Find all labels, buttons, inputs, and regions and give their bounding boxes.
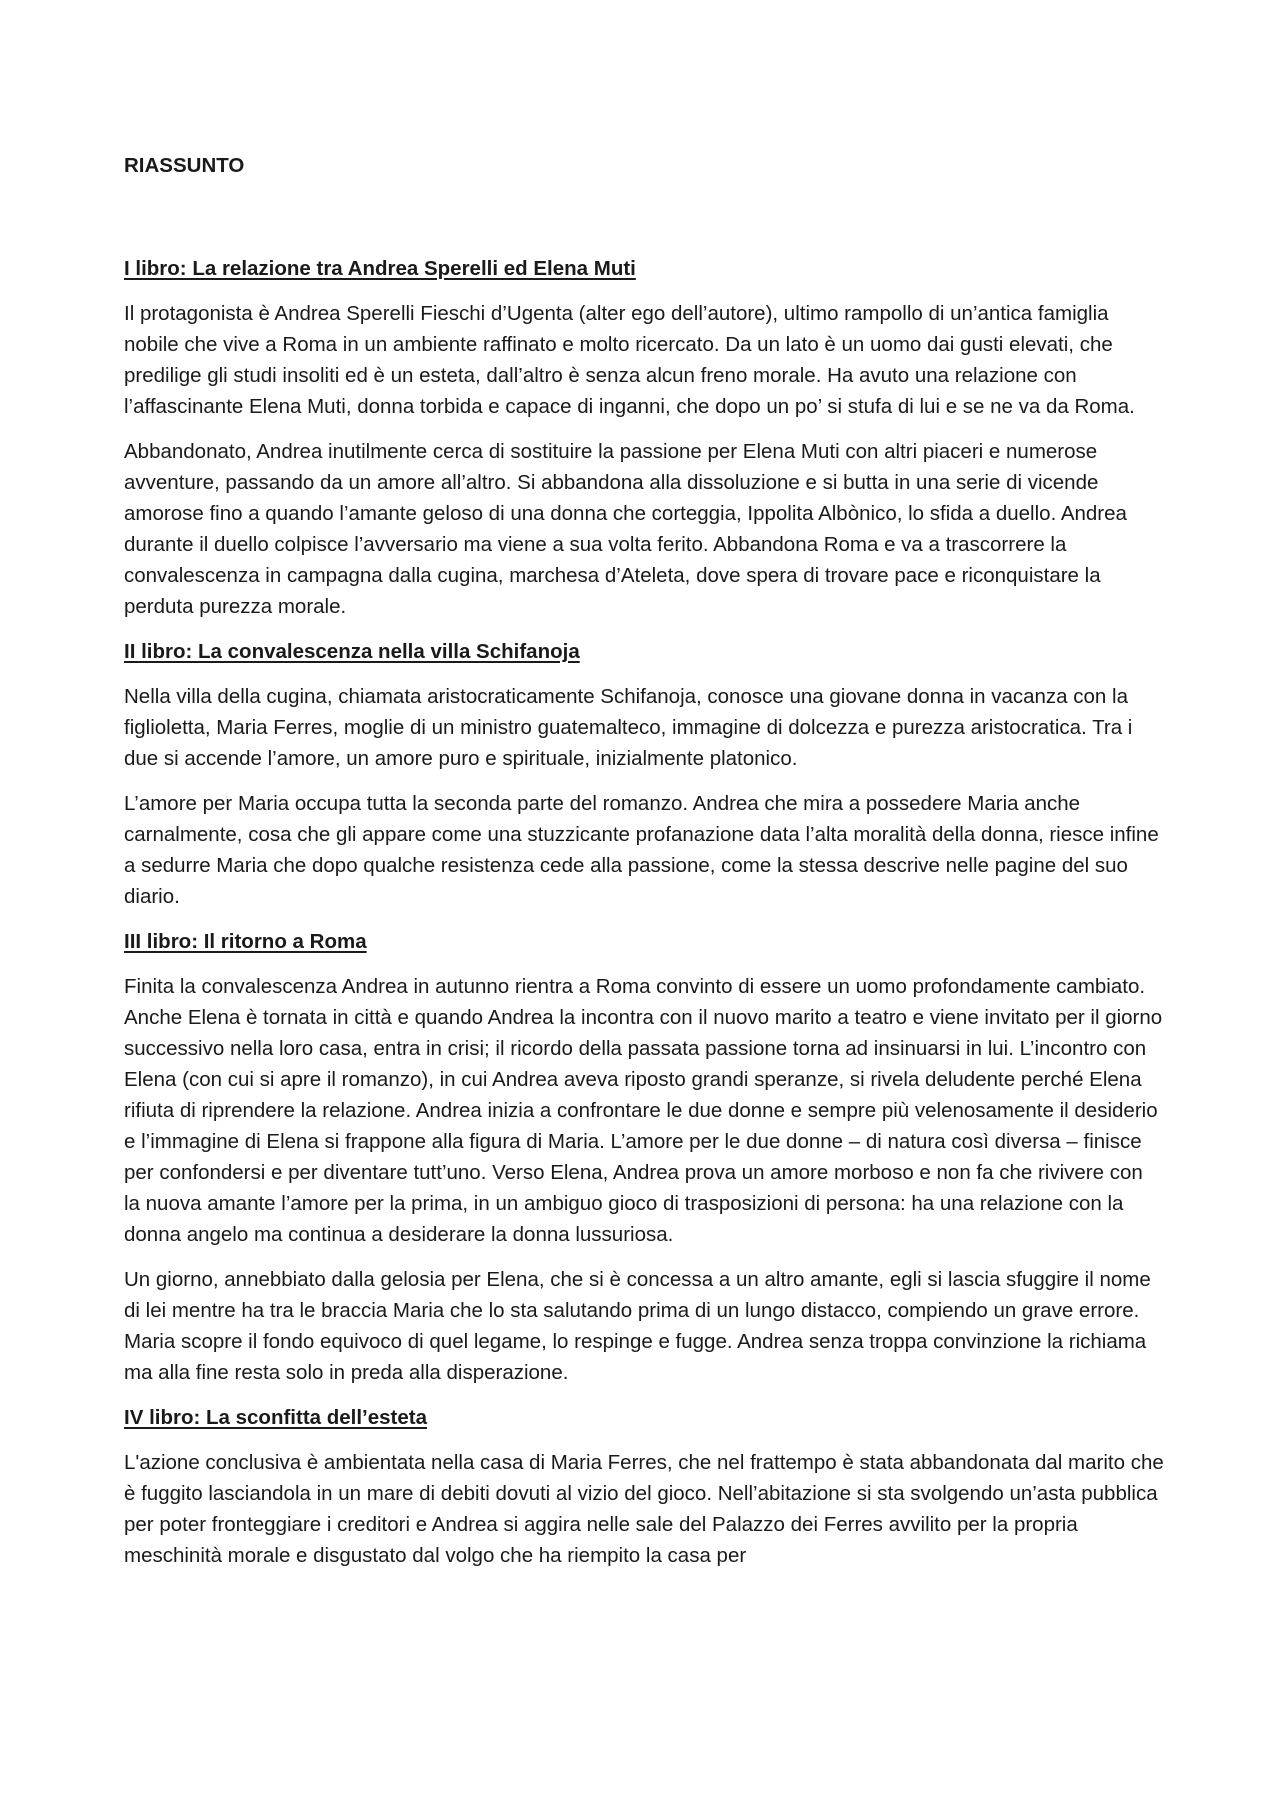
- section-heading: I libro: La relazione tra Andrea Sperelli ed Elena Muti: [124, 257, 636, 280]
- section-book-4: [124, 1402, 1164, 1571]
- paragraph: Finita la convalescenza Andrea in autunno rientra a Roma convinto di essere un uomo profondamente cambiato. Anche Elena è tornata in città e quando Andrea la incontra con il nuovo marito a teatro e viene invitato per il giorno successivo nella loro casa, entra in crisi; il ricordo della passata passione torna ad insinuarsi in lui. L’incontro con Elena (con cui si apre il romanzo), in cui Andrea aveva riposto grandi speranze, si rivela deludente perché Elena rifiuta di riprendere la relazione. Andrea inizia a confrontare le due donne e sempre più velenosamente il desiderio e l’immagine di Elena si frappone alla figura di Maria. L’amore per le due donne – di natura così diversa – finisce per confondersi e per diventare tutt’uno. Verso Elena, Andrea prova un amore morboso e non fa che rivivere con la nuova amante l’amore per la prima, in un ambiguo gioco di trasposizioni di persona: ha una relazione con la donna angelo ma continua a desiderare la donna lussuriosa.: [124, 975, 1163, 1246]
- paragraph: L’amore per Maria occupa tutta la seconda parte del romanzo. Andrea che mira a possedere Maria anche carnalmente, cosa che gli appare come una stuzzicante profanazione data l’alta moralità della donna, riesce infine a sedurre Maria che dopo qualche resistenza cede alla passione, come la stessa descrive nelle pagine del suo diario.: [124, 792, 1159, 908]
- section-book-3: [124, 926, 1164, 1388]
- document-title: RIASSUNTO: [124, 154, 245, 177]
- paragraph: Abbandonato, Andrea inutilmente cerca di sostituire la passione per Elena Muti con altri piaceri e numerose avventure, passando da un amore all’altro. Si abbandona alla dissoluzione e si butta in una serie di vicende amorose fino a quando l’amante geloso di una donna che corteggia, Ippolita Albònico, lo sfida a duello. Andrea durante il duello colpisce l’avversario ma viene a sua volta ferito. Abbandona Roma e va a trascorrere la convalescenza in campagna dalla cugina, marchesa d’Ateleta, dove spera di trovare pace e riconquistare la perduta purezza morale.: [124, 440, 1127, 618]
- document-page: [124, 150, 1164, 1585]
- paragraph: L'azione conclusiva è ambientata nella casa di Maria Ferres, che nel frattempo è stata abbandonata dal marito che è fuggito lasciandola in un mare di debiti dovuti al vizio del gioco. Nell’abitazione si sta svolgendo un’asta pubblica per poter fronteggiare i creditori e Andrea si aggira nelle sale del Palazzo dei Ferres avvilito per la propria meschinità morale e disgustato dal volgo che ha riempito la casa per: [124, 1451, 1164, 1567]
- paragraph: Il protagonista è Andrea Sperelli Fieschi d’Ugenta (alter ego dell’autore), ultimo rampollo di un’antica famiglia nobile che vive a Roma in un ambiente raffinato e molto ricercato. Da un lato è un uomo dai gusti elevati, che predilige gli studi insoliti ed è un esteta, dall’altro è senza alcun freno morale. Ha avuto una relazione con l’affascinante Elena Muti, donna torbida e capace di inganni, che dopo un po’ si stufa di lui e se ne va da Roma.: [124, 302, 1135, 418]
- paragraph: Un giorno, annebbiato dalla gelosia per Elena, che si è concessa a un altro amante, egli si lascia sfuggire il nome di lei mentre ha tra le braccia Maria che lo sta salutando prima di un lungo distacco, compiendo un grave errore. Maria scopre il fondo equivoco di quel legame, lo respinge e fugge. Andrea senza troppa convinzione la richiama ma alla fine resta solo in preda alla disperazione.: [124, 1268, 1151, 1384]
- paragraph: Nella villa della cugina, chiamata aristocraticamente Schifanoja, conosce una giovane donna in vacanza con la figlioletta, Maria Ferres, moglie di un ministro guatemalteco, immagine di dolcezza e purezza aristocratica. Tra i due si accende l’amore, un amore puro e spirituale, inizialmente platonico.: [124, 685, 1133, 770]
- section-heading: II libro: La convalescenza nella villa Schifanoja: [124, 640, 580, 663]
- section-heading: III libro: Il ritorno a Roma: [124, 930, 367, 953]
- section-book-1: [124, 253, 1164, 622]
- section-heading: IV libro: La sconfitta dell’esteta: [124, 1406, 428, 1429]
- section-book-2: [124, 636, 1164, 912]
